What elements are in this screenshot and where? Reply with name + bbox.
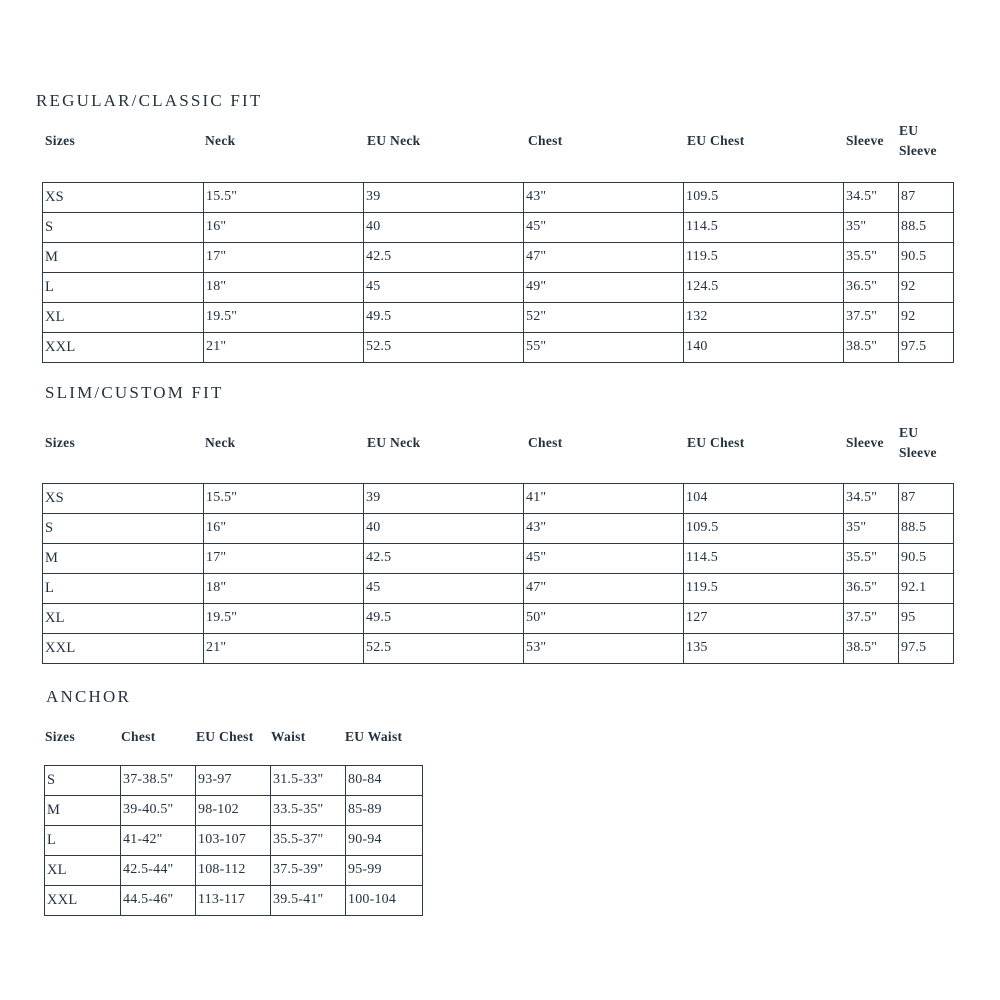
measurement-cell: 100-104 <box>346 886 423 916</box>
column-header-eu-chest: EU Chest <box>687 133 745 148</box>
column-header-neck: Neck <box>205 133 236 148</box>
measurement-cell: 45" <box>524 213 684 243</box>
measurement-cell: 93-97 <box>196 766 271 796</box>
measurement-cell: 92 <box>899 303 954 333</box>
size-label-cell: XXL <box>43 333 204 363</box>
size-label-cell: XL <box>43 303 204 333</box>
measurement-cell: 87 <box>899 183 954 213</box>
measurement-cell: 98-102 <box>196 796 271 826</box>
measurement-cell: 104 <box>684 484 844 514</box>
measurement-cell: 109.5 <box>684 514 844 544</box>
measurement-cell: 16" <box>204 213 364 243</box>
size-label-cell: XL <box>45 856 121 886</box>
measurement-cell: 40 <box>364 514 524 544</box>
column-header-neck: Neck <box>205 435 236 450</box>
measurement-cell: 35.5-37" <box>271 826 346 856</box>
measurement-cell: 16" <box>204 514 364 544</box>
column-header-chest: Chest <box>528 435 563 450</box>
column-header-eu-chest: EU Chest <box>196 729 254 744</box>
measurement-cell: 50" <box>524 604 684 634</box>
measurement-cell: 52" <box>524 303 684 333</box>
measurement-cell: 38.5" <box>844 333 899 363</box>
column-header-eu-sleeve: EU Sleeve <box>899 123 937 158</box>
column-header-sleeve: Sleeve <box>846 133 884 148</box>
size-label-cell: M <box>45 796 121 826</box>
column-header-sizes: Sizes <box>45 133 75 148</box>
measurement-cell: 119.5 <box>684 574 844 604</box>
size-label-cell: XS <box>43 484 204 514</box>
size-label-cell: XXL <box>43 634 204 664</box>
measurement-cell: 19.5" <box>204 604 364 634</box>
measurement-cell: 39 <box>364 183 524 213</box>
measurement-cell: 18" <box>204 273 364 303</box>
size-table-regular-classic-fit <box>42 182 954 363</box>
measurement-cell: 36.5" <box>844 574 899 604</box>
measurement-cell: 36.5" <box>844 273 899 303</box>
measurement-cell: 108-112 <box>196 856 271 886</box>
section-title-slim-custom-fit: SLIM/CUSTOM FIT <box>45 383 224 402</box>
measurement-cell: 119.5 <box>684 243 844 273</box>
measurement-cell: 92.1 <box>899 574 954 604</box>
column-header-sleeve: Sleeve <box>846 435 884 450</box>
size-label-cell: XXL <box>45 886 121 916</box>
measurement-cell: 114.5 <box>684 213 844 243</box>
measurement-cell: 45 <box>364 273 524 303</box>
size-label-cell: XS <box>43 183 204 213</box>
size-label-cell: XL <box>43 604 204 634</box>
measurement-cell: 39-40.5" <box>121 796 196 826</box>
column-header-chest: Chest <box>121 729 156 744</box>
measurement-cell: 49" <box>524 273 684 303</box>
measurement-cell: 90-94 <box>346 826 423 856</box>
measurement-cell: 37.5" <box>844 604 899 634</box>
measurement-cell: 39.5-41" <box>271 886 346 916</box>
measurement-cell: 53" <box>524 634 684 664</box>
measurement-cell: 43" <box>524 514 684 544</box>
measurement-cell: 40 <box>364 213 524 243</box>
measurement-cell: 35.5" <box>844 544 899 574</box>
measurement-cell: 97.5 <box>899 634 954 664</box>
measurement-cell: 52.5 <box>364 333 524 363</box>
measurement-cell: 92 <box>899 273 954 303</box>
column-header-eu-neck: EU Neck <box>367 133 421 148</box>
measurement-cell: 49.5 <box>364 303 524 333</box>
column-header-waist: Waist <box>271 729 306 744</box>
measurement-cell: 85-89 <box>346 796 423 826</box>
measurement-cell: 39 <box>364 484 524 514</box>
section-title-regular-classic-fit: REGULAR/CLASSIC FIT <box>36 91 263 110</box>
measurement-cell: 47" <box>524 574 684 604</box>
measurement-cell: 97.5 <box>899 333 954 363</box>
measurement-cell: 49.5 <box>364 604 524 634</box>
measurement-cell: 113-117 <box>196 886 271 916</box>
measurement-cell: 15.5" <box>204 183 364 213</box>
measurement-cell: 17" <box>204 544 364 574</box>
measurement-cell: 34.5" <box>844 484 899 514</box>
measurement-cell: 103-107 <box>196 826 271 856</box>
measurement-cell: 135 <box>684 634 844 664</box>
measurement-cell: 37-38.5" <box>121 766 196 796</box>
measurement-cell: 95 <box>899 604 954 634</box>
measurement-cell: 37.5-39" <box>271 856 346 886</box>
measurement-cell: 17" <box>204 243 364 273</box>
measurement-cell: 109.5 <box>684 183 844 213</box>
measurement-cell: 95-99 <box>346 856 423 886</box>
column-header-eu-chest: EU Chest <box>687 435 745 450</box>
measurement-cell: 37.5" <box>844 303 899 333</box>
measurement-cell: 140 <box>684 333 844 363</box>
measurement-cell: 41-42" <box>121 826 196 856</box>
measurement-cell: 132 <box>684 303 844 333</box>
column-header-sizes: Sizes <box>45 729 75 744</box>
measurement-cell: 21" <box>204 634 364 664</box>
column-header-eu-sleeve: EU Sleeve <box>899 425 937 460</box>
measurement-cell: 18" <box>204 574 364 604</box>
size-label-cell: L <box>43 273 204 303</box>
size-label-cell: S <box>43 514 204 544</box>
size-label-cell: M <box>43 243 204 273</box>
measurement-cell: 15.5" <box>204 484 364 514</box>
measurement-cell: 38.5" <box>844 634 899 664</box>
column-header-eu-waist: EU Waist <box>345 729 403 744</box>
measurement-cell: 44.5-46" <box>121 886 196 916</box>
measurement-cell: 41" <box>524 484 684 514</box>
measurement-cell: 55" <box>524 333 684 363</box>
size-label-cell: L <box>43 574 204 604</box>
column-header-sizes: Sizes <box>45 435 75 450</box>
measurement-cell: 80-84 <box>346 766 423 796</box>
size-label-cell: S <box>43 213 204 243</box>
measurement-cell: 35.5" <box>844 243 899 273</box>
measurement-cell: 42.5-44" <box>121 856 196 886</box>
measurement-cell: 88.5 <box>899 514 954 544</box>
measurement-cell: 21" <box>204 333 364 363</box>
measurement-cell: 45 <box>364 574 524 604</box>
measurement-cell: 88.5 <box>899 213 954 243</box>
measurement-cell: 124.5 <box>684 273 844 303</box>
measurement-cell: 90.5 <box>899 544 954 574</box>
measurement-cell: 87 <box>899 484 954 514</box>
measurement-cell: 31.5-33" <box>271 766 346 796</box>
size-table-anchor <box>44 765 423 916</box>
measurement-cell: 45" <box>524 544 684 574</box>
measurement-cell: 19.5" <box>204 303 364 333</box>
measurement-cell: 35" <box>844 514 899 544</box>
measurement-cell: 34.5" <box>844 183 899 213</box>
measurement-cell: 90.5 <box>899 243 954 273</box>
size-label-cell: L <box>45 826 121 856</box>
measurement-cell: 114.5 <box>684 544 844 574</box>
size-table-slim-custom-fit <box>42 483 954 664</box>
measurement-cell: 42.5 <box>364 243 524 273</box>
size-label-cell: S <box>45 766 121 796</box>
measurement-cell: 35" <box>844 213 899 243</box>
size-label-cell: M <box>43 544 204 574</box>
column-header-eu-neck: EU Neck <box>367 435 421 450</box>
section-title-anchor: ANCHOR <box>46 687 131 706</box>
measurement-cell: 42.5 <box>364 544 524 574</box>
column-header-chest: Chest <box>528 133 563 148</box>
measurement-cell: 127 <box>684 604 844 634</box>
measurement-cell: 43" <box>524 183 684 213</box>
measurement-cell: 52.5 <box>364 634 524 664</box>
measurement-cell: 47" <box>524 243 684 273</box>
measurement-cell: 33.5-35" <box>271 796 346 826</box>
